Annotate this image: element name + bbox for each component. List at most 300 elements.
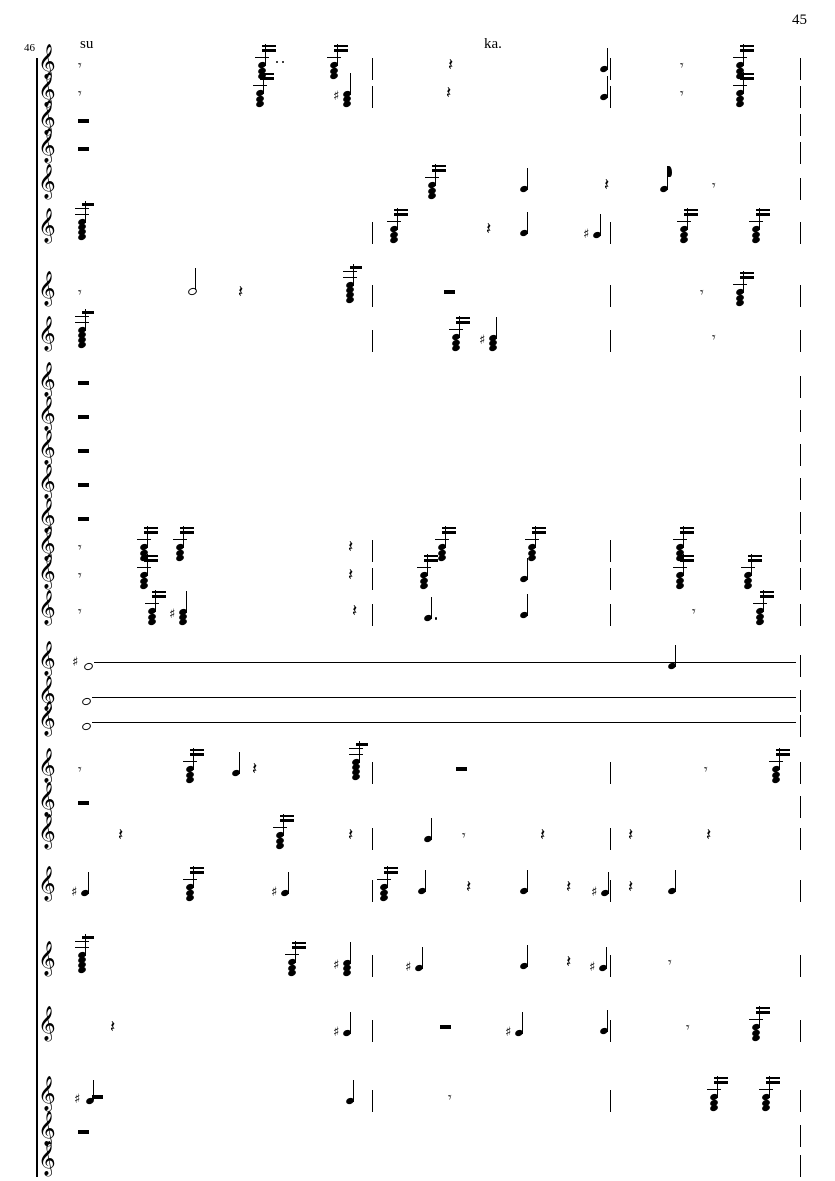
treble-clef-icon: 𝄞 [38, 676, 56, 712]
tie-line [92, 697, 796, 698]
barline [372, 285, 373, 307]
quarter-rest: 𝄽 [446, 83, 452, 103]
barline-end [800, 1090, 801, 1112]
barline-end [800, 86, 801, 108]
beam [394, 209, 408, 212]
beam [82, 311, 94, 314]
note-stem [683, 526, 684, 548]
barline-end [800, 1155, 801, 1177]
barline [610, 568, 611, 590]
note-stem [186, 591, 187, 613]
quarter-rest: 𝄽 [486, 219, 492, 239]
eighth-rest: 𝄾 [704, 762, 708, 778]
beam [190, 867, 204, 870]
beam [456, 317, 470, 320]
beam [432, 169, 446, 172]
barline-end [800, 880, 801, 902]
measure-number: 46 [24, 42, 35, 54]
barline-end [800, 142, 801, 164]
barline [372, 330, 373, 352]
barline [372, 604, 373, 626]
whole-rest [92, 1095, 103, 1099]
note-stem [779, 748, 780, 770]
ledger-line [75, 322, 89, 323]
treble-clef-icon: 𝄞 [38, 1006, 56, 1042]
whole-rest [78, 1130, 89, 1134]
eighth-rest: 𝄾 [78, 604, 82, 620]
beam [680, 531, 694, 534]
quarter-rest: 𝄽 [118, 825, 124, 845]
note-stem [769, 1076, 770, 1098]
whole-rest [444, 290, 455, 294]
sharp-accidental: ♯ [72, 655, 79, 671]
ledger-line [183, 879, 197, 880]
ledger-line [673, 567, 687, 568]
barline [610, 762, 611, 784]
staff-22 [36, 814, 800, 850]
quarter-rest: 𝄽 [540, 825, 546, 845]
treble-clef-icon: 𝄞 [38, 271, 56, 307]
ledger-line [137, 567, 151, 568]
note-stem [193, 866, 194, 888]
quarter-rest: 𝄽 [110, 1017, 116, 1037]
beam [756, 209, 770, 212]
beam [776, 749, 790, 752]
note-flag [667, 166, 672, 177]
sharp-accidental: ♯ [333, 958, 340, 974]
sharp-accidental: ♯ [589, 959, 596, 975]
staff-2 [36, 72, 800, 108]
note-stem [350, 73, 351, 95]
quarter-rest: 𝄽 [252, 759, 258, 779]
treble-clef-icon: 𝄞 [38, 464, 56, 500]
ledger-line [677, 221, 691, 222]
treble-clef-icon: 𝄞 [38, 1141, 56, 1177]
staff-20 [36, 748, 800, 784]
beam [144, 527, 158, 530]
note-stem [687, 208, 688, 230]
treble-clef-icon: 𝄞 [38, 128, 56, 164]
ledger-line [75, 214, 89, 215]
note-stem [608, 872, 609, 894]
treble-clef-icon: 𝄞 [38, 208, 56, 244]
barline-end [800, 604, 801, 626]
beam [748, 555, 762, 558]
beam [756, 1011, 770, 1014]
note-stem [607, 76, 608, 98]
note-stem [683, 554, 684, 576]
ledger-line [349, 754, 363, 755]
beam [756, 1007, 770, 1010]
lyric-ka: ka. [484, 36, 502, 52]
beam [82, 203, 94, 206]
note-stem [431, 597, 432, 619]
beam [190, 871, 204, 874]
ledger-line [707, 1089, 721, 1090]
treble-clef-icon: 𝄞 [38, 526, 56, 562]
note-stem [751, 554, 752, 576]
note-stem [435, 164, 436, 186]
barline [610, 86, 611, 108]
barline-end [800, 478, 801, 500]
beam [144, 531, 158, 534]
ledger-line [733, 284, 747, 285]
staff-17 [36, 641, 800, 677]
ledger-line [173, 539, 187, 540]
staff-28 [36, 1141, 800, 1177]
eighth-rest: 𝄾 [686, 1020, 690, 1036]
note-stem [607, 1010, 608, 1032]
sharp-accidental: ♯ [333, 1024, 340, 1040]
quarter-rest: 𝄽 [466, 877, 472, 897]
barline-end [800, 114, 801, 136]
staff-27 [36, 1111, 800, 1147]
beam [442, 527, 456, 530]
ledger-line [749, 1019, 763, 1020]
whole-rest [78, 449, 89, 453]
ledger-line [525, 539, 539, 540]
beam [740, 276, 754, 279]
quarter-rest: 𝄽 [448, 55, 454, 75]
barline [372, 540, 373, 562]
treble-clef-icon: 𝄞 [38, 44, 56, 80]
sharp-accidental: ♯ [479, 333, 486, 349]
note-stem [350, 1012, 351, 1034]
page-number: 45 [792, 12, 807, 28]
barline [372, 568, 373, 590]
staff-15 [36, 554, 800, 590]
eighth-rest: 𝄾 [692, 604, 696, 620]
beam [262, 45, 276, 48]
note-stem [353, 1080, 354, 1102]
barline [610, 285, 611, 307]
barline-end [800, 178, 801, 200]
beam [532, 527, 546, 530]
note-stem [422, 947, 423, 969]
sharp-accidental: ♯ [405, 959, 412, 975]
barline [610, 222, 611, 244]
beam [292, 946, 306, 949]
quarter-rest: 𝄽 [238, 282, 244, 302]
eighth-rest: 𝄾 [700, 285, 704, 301]
beam [740, 45, 754, 48]
beam [684, 213, 698, 216]
note-stem [607, 48, 608, 70]
beam [740, 77, 754, 80]
note-stem [445, 526, 446, 548]
note-stem [535, 526, 536, 548]
barline [610, 58, 611, 80]
beam [82, 936, 94, 939]
beam [442, 531, 456, 534]
whole-rest [78, 801, 89, 805]
ledger-line [183, 761, 197, 762]
barline-end [800, 410, 801, 432]
eighth-rest: 𝄾 [680, 58, 684, 74]
beam [748, 559, 762, 562]
beam [280, 815, 294, 818]
eighth-rest: 𝄾 [462, 828, 466, 844]
note-stem [743, 44, 744, 66]
staff-11 [36, 430, 800, 466]
beam [776, 753, 790, 756]
ledger-line [741, 567, 755, 568]
beam [684, 209, 698, 212]
ledger-line [387, 221, 401, 222]
beam [740, 272, 754, 275]
note-stem [427, 554, 428, 576]
whole-rest [440, 1025, 451, 1029]
ledger-line [343, 271, 357, 272]
beam [262, 49, 276, 52]
note-stem [239, 752, 240, 774]
note-stem [527, 594, 528, 616]
barline [610, 1090, 611, 1112]
barline [372, 828, 373, 850]
eighth-rest: 𝄾 [448, 1090, 452, 1106]
beam [384, 867, 398, 870]
note-stem [283, 814, 284, 836]
beam [144, 559, 158, 562]
note-stem [759, 1006, 760, 1028]
ledger-line [343, 277, 357, 278]
barline-end [800, 568, 801, 590]
beam [260, 77, 274, 80]
eighth-rest: 𝄾 [78, 762, 82, 778]
note-stem [759, 208, 760, 230]
ledger-line [759, 1089, 773, 1090]
note-stem [527, 212, 528, 234]
quarter-rest: 𝄽 [348, 537, 354, 557]
barline [372, 58, 373, 80]
note-stem [288, 872, 289, 894]
staff-21 [36, 782, 800, 818]
eighth-rest: 𝄾 [712, 178, 716, 194]
note-stem [600, 214, 601, 236]
barline [610, 540, 611, 562]
ledger-line [733, 85, 747, 86]
note-stem [527, 870, 528, 892]
treble-clef-icon: 𝄞 [38, 701, 56, 737]
treble-clef-icon: 𝄞 [38, 641, 56, 677]
note-stem [387, 866, 388, 888]
note-stem [88, 872, 89, 894]
treble-clef-icon: 𝄞 [38, 590, 56, 626]
lyric-su: su [80, 36, 94, 52]
quarter-rest: 𝄽 [628, 877, 634, 897]
note-stem [459, 316, 460, 338]
treble-clef-icon: 𝄞 [38, 430, 56, 466]
staff-10 [36, 396, 800, 432]
sharp-accidental: ♯ [583, 226, 590, 242]
note-stem [397, 208, 398, 230]
beam [680, 559, 694, 562]
barline-end [800, 1020, 801, 1042]
ledger-line [753, 603, 767, 604]
quarter-rest: 𝄽 [628, 825, 634, 845]
whole-rest [78, 119, 89, 123]
barline-end [800, 715, 801, 737]
beam [356, 743, 368, 746]
beam [532, 531, 546, 534]
beam [740, 73, 754, 76]
note-stem [425, 870, 426, 892]
sharp-accidental: ♯ [271, 884, 278, 900]
treble-clef-icon: 𝄞 [38, 1076, 56, 1112]
quarter-rest: 𝄽 [566, 877, 572, 897]
barline [372, 1090, 373, 1112]
beam [456, 321, 470, 324]
ledger-line [75, 316, 89, 317]
treble-clef-icon: 𝄞 [38, 100, 56, 136]
beam [144, 555, 158, 558]
quarter-rest: 𝄽 [706, 825, 712, 845]
beam [152, 591, 166, 594]
beam [260, 73, 274, 76]
beam [766, 1077, 780, 1080]
whole-rest [78, 381, 89, 385]
ledger-line [253, 85, 267, 86]
beam [766, 1081, 780, 1084]
whole-rest [78, 415, 89, 419]
barline-end [800, 796, 801, 818]
eighth-rest: 𝄾 [78, 86, 82, 102]
barline-end [800, 762, 801, 784]
note-stem [147, 554, 148, 576]
staff-12 [36, 464, 800, 500]
beam [760, 591, 774, 594]
whole-rest [456, 767, 467, 771]
treble-clef-icon: 𝄞 [38, 814, 56, 850]
ledger-line [417, 567, 431, 568]
tie-line [94, 662, 796, 663]
beam [190, 753, 204, 756]
staff-18 [36, 676, 800, 712]
barline [610, 604, 611, 626]
staff-3 [36, 100, 800, 136]
sharp-accidental: ♯ [591, 884, 598, 900]
whole-rest [78, 147, 89, 151]
ledger-line [749, 221, 763, 222]
note-stem [195, 268, 196, 290]
barline-end [800, 540, 801, 562]
quarter-rest: 𝄽 [352, 601, 358, 621]
treble-clef-icon: 𝄞 [38, 941, 56, 977]
beam [394, 213, 408, 216]
eighth-rest: 𝄾 [78, 285, 82, 301]
ledger-line [377, 879, 391, 880]
note-stem [743, 271, 744, 293]
treble-clef-icon: 𝄞 [38, 316, 56, 352]
treble-clef-icon: 𝄞 [38, 164, 56, 200]
beam [334, 49, 348, 52]
ledger-line [449, 329, 463, 330]
beam [432, 165, 446, 168]
ledger-line [75, 208, 89, 209]
ledger-line [145, 603, 159, 604]
ledger-line [75, 947, 89, 948]
beam [680, 555, 694, 558]
eighth-rest: 𝄾 [78, 58, 82, 74]
beam [280, 819, 294, 822]
note-stem [606, 947, 607, 969]
ledger-line [673, 539, 687, 540]
beam [180, 527, 194, 530]
ledger-line [255, 57, 269, 58]
ledger-line [137, 539, 151, 540]
beam [292, 942, 306, 945]
note-stem [295, 941, 296, 963]
treble-clef-icon: 𝄞 [38, 1111, 56, 1147]
barline [610, 880, 611, 902]
note-stem [743, 72, 744, 94]
barline-end [800, 285, 801, 307]
beam [756, 213, 770, 216]
note-stem [527, 558, 528, 580]
treble-clef-icon: 𝄞 [38, 72, 56, 108]
beam [424, 559, 438, 562]
eighth-rest: 𝄾 [78, 568, 82, 584]
ledger-line [349, 748, 363, 749]
barline [610, 1020, 611, 1042]
barline [610, 955, 611, 977]
ledger-line [75, 941, 89, 942]
staff-9 [36, 362, 800, 398]
beam [190, 749, 204, 752]
staff-26 [36, 1076, 800, 1112]
sharp-accidental: ♯ [74, 1092, 81, 1108]
ledger-line [273, 827, 287, 828]
barline [610, 330, 611, 352]
quarter-rest: 𝄽 [566, 952, 572, 972]
barline-end [800, 512, 801, 534]
treble-clef-icon: 𝄞 [38, 498, 56, 534]
beam [714, 1081, 728, 1084]
ledger-line [285, 954, 299, 955]
barline [372, 86, 373, 108]
ledger-line [435, 539, 449, 540]
note-stem [263, 72, 264, 94]
note-stem [763, 590, 764, 612]
ledger-line [769, 761, 783, 762]
quarter-rest: 𝄽 [604, 175, 610, 195]
beam [384, 871, 398, 874]
system-bracket [36, 58, 38, 1177]
treble-clef-icon: 𝄞 [38, 866, 56, 902]
barline [372, 955, 373, 977]
beam [680, 527, 694, 530]
ledger-line [733, 57, 747, 58]
quarter-rest: 𝄽 [348, 565, 354, 585]
ledger-line [425, 177, 439, 178]
beam [424, 555, 438, 558]
barline [610, 828, 611, 850]
note-stem [717, 1076, 718, 1098]
note-stem [337, 44, 338, 66]
treble-clef-icon: 𝄞 [38, 782, 56, 818]
eighth-rest: 𝄾 [712, 330, 716, 346]
whole-rest [78, 517, 89, 521]
barline-end [800, 58, 801, 80]
sharp-accidental: ♯ [71, 884, 78, 900]
sharp-accidental: ♯ [333, 89, 340, 105]
note-stem [527, 945, 528, 967]
quarter-rest: 𝄽 [348, 825, 354, 845]
eighth-rest: 𝄾 [668, 955, 672, 971]
beam [740, 49, 754, 52]
sharp-accidental: ♯ [505, 1024, 512, 1040]
note-stem [147, 526, 148, 548]
